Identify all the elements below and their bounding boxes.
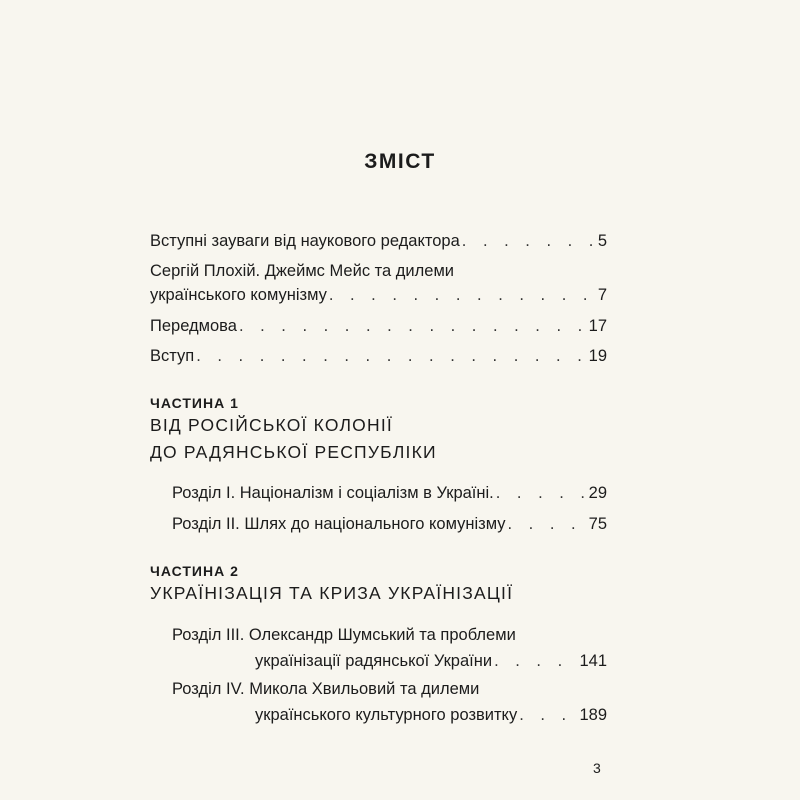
leader-dots bbox=[508, 511, 587, 537]
toc-entry-title-line1: Сергій Плохій. Джеймс Мейс та дилеми bbox=[150, 262, 455, 280]
toc-entry-page: 19 bbox=[588, 347, 607, 365]
part-title-line1: ВІД РОСІЙСЬКОЇ КОЛОНІЇ bbox=[150, 415, 393, 435]
part-title-line2: ДО РАДЯНСЬКОЇ РЕСПУБЛІКИ bbox=[150, 442, 437, 462]
leader-dots bbox=[496, 480, 587, 506]
toc-entry-title: українського культурного розвитку bbox=[255, 706, 518, 724]
leader-dots bbox=[519, 702, 577, 728]
leader-dots bbox=[196, 343, 586, 369]
toc-chapter-2[interactable] bbox=[172, 511, 607, 537]
toc-entry-title: українізації радянської України bbox=[255, 652, 493, 670]
toc-chapter-4[interactable] bbox=[255, 702, 607, 728]
leader-dots bbox=[494, 648, 577, 674]
part-label: ЧАСТИНА 1 bbox=[150, 395, 239, 411]
toc-entry-introduction[interactable] bbox=[150, 343, 607, 369]
toc-entry-title: Вступні зауваги від наукового редактора bbox=[150, 232, 460, 250]
toc-entry-page: 7 bbox=[597, 286, 607, 304]
leader-dots bbox=[329, 282, 596, 308]
page-number: 3 bbox=[593, 760, 601, 776]
toc-chapter-1[interactable] bbox=[172, 480, 607, 506]
toc-entry-title: українського комунізму bbox=[150, 286, 327, 304]
toc-entry-preface[interactable] bbox=[150, 313, 607, 339]
leader-dots bbox=[462, 228, 596, 254]
toc-chapter-3[interactable] bbox=[255, 648, 607, 674]
toc-entry-page: 189 bbox=[579, 706, 607, 724]
toc-entry-page: 5 bbox=[597, 232, 607, 250]
toc-entry-editor-notes[interactable] bbox=[150, 228, 607, 254]
toc-title: ЗМІСТ bbox=[364, 150, 436, 173]
toc-entry-page: 17 bbox=[588, 317, 607, 335]
toc-entry-title: Вступ bbox=[150, 347, 195, 365]
part-label: ЧАСТИНА 2 bbox=[150, 563, 239, 579]
toc-entry-title-line1: Розділ IV. Микола Хвильовий та дилеми bbox=[172, 680, 480, 698]
toc-entry-page: 75 bbox=[588, 515, 607, 533]
toc-entry-title: Передмова bbox=[150, 317, 237, 335]
toc-entry-page: 29 bbox=[588, 484, 607, 502]
toc-entry-plokhy[interactable] bbox=[150, 282, 607, 308]
toc-entry-page: 141 bbox=[579, 652, 607, 670]
toc-entry-title: Розділ ІІ. Шлях до національного комунізму bbox=[172, 515, 506, 533]
part-title-line1: УКРАЇНІЗАЦІЯ ТА КРИЗА УКРАЇНІЗАЦІЇ bbox=[150, 583, 514, 603]
leader-dots bbox=[239, 313, 587, 339]
toc-entry-title: Розділ І. Націоналізм і соціалізм в Україні. bbox=[172, 484, 494, 502]
toc-entry-title-line1: Розділ ІІІ. Олександр Шумський та проблеми bbox=[172, 626, 516, 644]
